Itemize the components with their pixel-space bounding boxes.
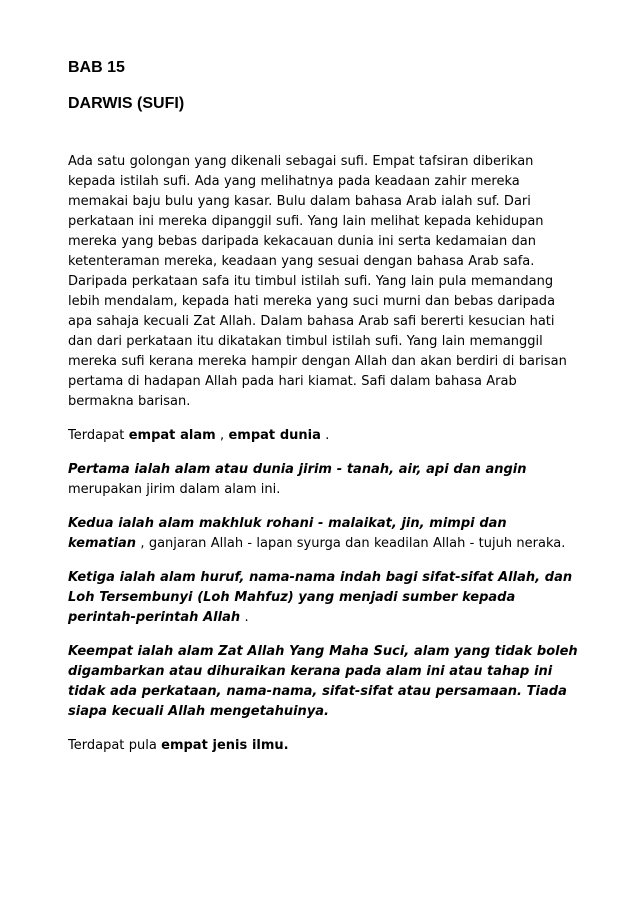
worlds-bold-four-realms: empat dunia: [228, 428, 321, 443]
knowledge-bold: empat jenis ilmu.: [161, 738, 289, 753]
first-world-rest: merupakan jirim dalam alam ini.: [68, 482, 281, 497]
third-world-paragraph: [68, 568, 578, 628]
worlds-separator: ,: [215, 428, 229, 443]
second-world-rest: , ganjaran Allah - lapan syurga dan keadilan Allah - tujuh neraka.: [136, 536, 566, 551]
document-page: [68, 58, 578, 770]
knowledge-prefix: Terdapat pula: [68, 738, 162, 753]
chapter-heading: BAB 15: [68, 59, 125, 76]
worlds-prefix: Terdapat: [68, 428, 129, 443]
intro-paragraph: Ada satu golongan yang dikenali sebagai sufi. Empat tafsiran diberikan kepada istilah sufi. Ada yang melihatnya pada keadaan zahir mereka memakai baju bulu yang kasar. Bulu dalam bahasa Arab ialah suf. Dari perkataan ini mereka dipanggil sufi. Yang lain melihat kepada kehidupan mereka yang bebas daripada kekacauan dunia ini serta kedamaian dan ketenteraman mereka, keadaan yang sesuai dengan bahasa Arab safa. Daripada perkataan safa itu timbul istilah sufi. Yang lain pula memandang lebih mendalam, kepada hati mereka yang suci murni dan bebas daripada apa sahaja kecuali Zat Allah. Dalam bahasa Arab safi bererti kesucian hati dan dari perkataan itu dikatakan timbul istilah sufi. Yang lain memanggil mereka sufi kerana mereka hampir dengan Allah dan akan berdiri di barisan pertama di hadapan Allah pada hari kiamat. Safi dalam bahasa Arab bermakna barisan.: [68, 154, 567, 409]
third-world-bold: Ketiga ialah alam huruf, nama-nama indah bagi sifat-sifat Allah, dan Loh Tersembunyi (Loh Mahfuz) yang menjadi sumber kepada perintah-perintah Allah: [68, 570, 573, 625]
fourth-world-paragraph: [68, 642, 578, 722]
second-world-paragraph: [68, 514, 578, 554]
second-world-bold: Kedua ialah alam makhluk rohani - malaikat, jin, mimpi dan kematian: [68, 516, 507, 551]
third-world-rest: .: [240, 610, 249, 625]
worlds-suffix: .: [320, 428, 330, 443]
knowledge-paragraph: [68, 736, 578, 756]
fourth-world-bold: Keempat ialah alam Zat Allah Yang Maha Suci, alam yang tidak boleh digambarkan atau dihuraikan kerana pada alam ini atau tahap ini tidak ada perkataan, nama-nama, sifat-sifat atau persamaan. Tiada siapa kecuali Allah mengetahuinya.: [68, 644, 578, 719]
worlds-paragraph: [68, 426, 578, 446]
first-world-bold: Pertama ialah alam atau dunia jirim - tanah, air, api dan angin: [68, 462, 527, 477]
worlds-bold-four-worlds: empat alam: [128, 428, 216, 443]
chapter-title: DARWIS (SUFI): [68, 95, 185, 112]
first-world-paragraph: [68, 460, 578, 500]
